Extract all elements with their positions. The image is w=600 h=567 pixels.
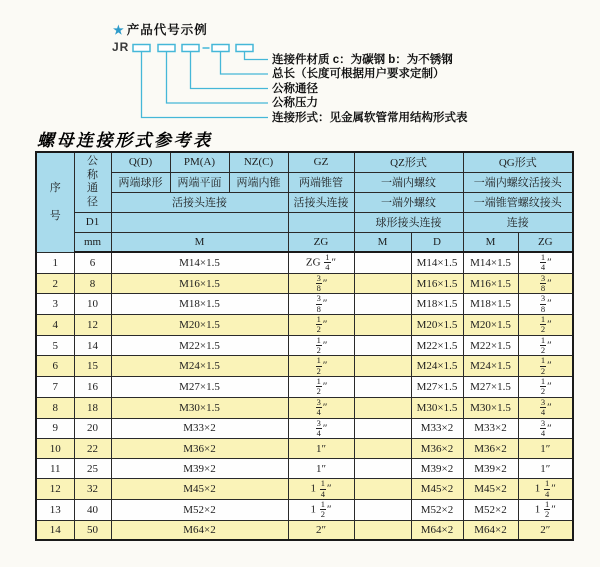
cell-qz_m bbox=[354, 356, 411, 377]
header-qg-zg: ZG bbox=[518, 232, 573, 252]
header-pm-desc: 两端平面 bbox=[170, 172, 229, 192]
cell-qg_m: M39×2 bbox=[463, 459, 518, 479]
header-col-pm: PM(A) bbox=[170, 152, 229, 172]
cell-seq: 7 bbox=[36, 377, 74, 398]
cell-qz_m bbox=[354, 273, 411, 294]
cell-qz_d: M16×1.5 bbox=[411, 273, 463, 294]
cell-dn: 25 bbox=[74, 459, 111, 479]
cell-dn: 32 bbox=[74, 479, 111, 500]
cell-qz_d: M30×1.5 bbox=[411, 397, 463, 418]
header-col-qg: QG形式 bbox=[463, 152, 573, 172]
cell-qz_d: M36×2 bbox=[411, 439, 463, 459]
cell-m: M24×1.5 bbox=[111, 356, 288, 377]
cell-qg_m: M45×2 bbox=[463, 479, 518, 500]
header-qz-desc2: 一端外螺纹 bbox=[354, 192, 463, 212]
code-placeholder-box bbox=[182, 45, 199, 52]
cell-gz: ZG $\frac{1}{4}''$ bbox=[288, 252, 354, 273]
cell-gz: $\frac{3}{8}''$ bbox=[288, 294, 354, 315]
cell-qz_m bbox=[354, 377, 411, 398]
cell-dn: 18 bbox=[74, 397, 111, 418]
cell-m: M20×1.5 bbox=[111, 315, 288, 336]
table-row bbox=[36, 252, 573, 273]
cell-qg_zg: $\frac{3}{8}''$ bbox=[518, 294, 573, 315]
cell-qz_d: M18×1.5 bbox=[411, 294, 463, 315]
header-row-5 bbox=[36, 232, 573, 252]
cell-dn: 22 bbox=[74, 439, 111, 459]
table-row bbox=[36, 377, 573, 398]
header-gz-conn: 活接头连接 bbox=[288, 192, 354, 212]
cell-gz: $\frac{3}{4}''$ bbox=[288, 397, 354, 418]
cell-qg_m: M30×1.5 bbox=[463, 397, 518, 418]
cell-qg_m: M33×2 bbox=[463, 418, 518, 439]
header-mm: mm bbox=[74, 232, 111, 252]
cell-qz_d: M27×1.5 bbox=[411, 377, 463, 398]
cell-qz_m bbox=[354, 335, 411, 356]
leader-line-material bbox=[245, 52, 269, 60]
table-body bbox=[36, 252, 573, 540]
cell-qz_d: M20×1.5 bbox=[411, 315, 463, 336]
cell-seq: 1 bbox=[36, 252, 74, 273]
header-qg-m: M bbox=[463, 232, 518, 252]
cell-dn: 20 bbox=[74, 418, 111, 439]
cell-seq: 6 bbox=[36, 356, 74, 377]
cell-qz_m bbox=[354, 499, 411, 520]
cell-gz: 1 $\frac{1}{4}''$ bbox=[288, 479, 354, 500]
header-blank-left bbox=[111, 212, 288, 232]
header-qg-desc2: 一端锥管螺纹接头 bbox=[463, 192, 573, 212]
nut-connection-table bbox=[35, 151, 574, 541]
table-row bbox=[36, 335, 573, 356]
header-blank-gz bbox=[288, 212, 354, 232]
cell-seq: 3 bbox=[36, 294, 74, 315]
code-placeholder-box bbox=[158, 45, 175, 52]
cell-qg_zg: 1″ bbox=[518, 459, 573, 479]
header-row-2 bbox=[36, 172, 573, 192]
cell-qg_m: M52×2 bbox=[463, 499, 518, 520]
cell-qz_d: M52×2 bbox=[411, 499, 463, 520]
cell-qz_m bbox=[354, 294, 411, 315]
cell-qz_d: M24×1.5 bbox=[411, 356, 463, 377]
header-d1: D1 bbox=[74, 212, 111, 232]
table-row bbox=[36, 439, 573, 459]
cell-dn: 6 bbox=[74, 252, 111, 273]
cell-qg_zg: $\frac{1}{4}''$ bbox=[518, 252, 573, 273]
cell-m: M30×1.5 bbox=[111, 397, 288, 418]
label-diameter: 公称通径 bbox=[272, 82, 318, 95]
cell-gz: 1″ bbox=[288, 439, 354, 459]
header-qz-m: M bbox=[354, 232, 411, 252]
cell-seq: 11 bbox=[36, 459, 74, 479]
cell-qz_m bbox=[354, 418, 411, 439]
cell-m: M18×1.5 bbox=[111, 294, 288, 315]
cell-qg_m: M36×2 bbox=[463, 439, 518, 459]
cell-gz: 2″ bbox=[288, 520, 354, 540]
header-col-gz: GZ bbox=[288, 152, 354, 172]
table-title: 螺母连接形式参考表 bbox=[37, 131, 213, 150]
cell-m: M33×2 bbox=[111, 418, 288, 439]
header-m: M bbox=[111, 232, 288, 252]
cell-m: M14×1.5 bbox=[111, 252, 288, 273]
cell-qg_zg: 1″ bbox=[518, 439, 573, 459]
cell-qg_zg: $\frac{3}{4}''$ bbox=[518, 418, 573, 439]
cell-seq: 8 bbox=[36, 397, 74, 418]
cell-qg_zg: $\frac{1}{2}''$ bbox=[518, 335, 573, 356]
table-row bbox=[36, 356, 573, 377]
cell-qz_m bbox=[354, 439, 411, 459]
header-row-1 bbox=[36, 152, 573, 172]
cell-qg_zg: $\frac{3}{4}''$ bbox=[518, 397, 573, 418]
cell-qz_d: M22×1.5 bbox=[411, 335, 463, 356]
cell-seq: 12 bbox=[36, 479, 74, 500]
cell-qz_m bbox=[354, 252, 411, 273]
table-row bbox=[36, 273, 573, 294]
label-length: 总长（长度可根据用户要求定制） bbox=[272, 68, 445, 80]
cell-qz_d: M39×2 bbox=[411, 459, 463, 479]
cell-qz_d: M45×2 bbox=[411, 479, 463, 500]
cell-qg_m: M16×1.5 bbox=[463, 273, 518, 294]
header-zg: ZG bbox=[288, 232, 354, 252]
cell-m: M39×2 bbox=[111, 459, 288, 479]
header-col-qz: QZ形式 bbox=[354, 152, 463, 172]
cell-gz: $\frac{1}{2}''$ bbox=[288, 356, 354, 377]
header-row-4 bbox=[36, 212, 573, 232]
cell-qz_m bbox=[354, 459, 411, 479]
label-conn-form: 连接形式：见金属软管常用结构形式表 bbox=[272, 111, 468, 124]
header-qg-desc1: 一端内螺纹活接头 bbox=[463, 172, 573, 192]
diagram-title-text: 产品代号示例 bbox=[126, 23, 208, 37]
cell-gz: 1 $\frac{1}{2}''$ bbox=[288, 499, 354, 520]
cell-qg_zg: $\frac{1}{2}''$ bbox=[518, 377, 573, 398]
cell-m: M27×1.5 bbox=[111, 377, 288, 398]
leader-line-conn bbox=[142, 52, 269, 118]
cell-qg_zg: 2″ bbox=[518, 520, 573, 540]
table-row bbox=[36, 459, 573, 479]
cell-gz: $\frac{1}{2}''$ bbox=[288, 335, 354, 356]
cell-qg_zg: 1 $\frac{1}{4}''$ bbox=[518, 479, 573, 500]
header-qz-d: D bbox=[411, 232, 463, 252]
cell-qg_m: M64×2 bbox=[463, 520, 518, 540]
cell-dn: 16 bbox=[74, 377, 111, 398]
cell-qz_m bbox=[354, 315, 411, 336]
code-prefix: JR bbox=[112, 40, 130, 54]
cell-seq: 13 bbox=[36, 499, 74, 520]
header-dn: 公称通径 bbox=[74, 152, 111, 212]
cell-dn: 8 bbox=[74, 273, 111, 294]
cell-qg_m: M24×1.5 bbox=[463, 356, 518, 377]
cell-qz_d: M14×1.5 bbox=[411, 252, 463, 273]
cell-qg_m: M18×1.5 bbox=[463, 294, 518, 315]
cell-m: M16×1.5 bbox=[111, 273, 288, 294]
header-union-conn: 活接头连接 bbox=[111, 192, 288, 212]
cell-dn: 12 bbox=[74, 315, 111, 336]
cell-qg_zg: $\frac{1}{2}''$ bbox=[518, 356, 573, 377]
label-material: 连接件材质 c：为碳钢 b：为不锈钢 bbox=[272, 53, 453, 66]
cell-m: M64×2 bbox=[111, 520, 288, 540]
cell-qg_m: M27×1.5 bbox=[463, 377, 518, 398]
cell-gz: $\frac{1}{2}''$ bbox=[288, 377, 354, 398]
cell-dn: 50 bbox=[74, 520, 111, 540]
table-row bbox=[36, 294, 573, 315]
cell-m: M36×2 bbox=[111, 439, 288, 459]
cell-dn: 10 bbox=[74, 294, 111, 315]
cell-qz_d: M33×2 bbox=[411, 418, 463, 439]
table-row bbox=[36, 418, 573, 439]
leader-line-diameter bbox=[191, 52, 269, 89]
cell-m: M52×2 bbox=[111, 499, 288, 520]
cell-qg_zg: $\frac{1}{2}''$ bbox=[518, 315, 573, 336]
table-row bbox=[36, 520, 573, 540]
cell-seq: 5 bbox=[36, 335, 74, 356]
header-nz-desc: 两端内锥 bbox=[229, 172, 288, 192]
cell-qz_m bbox=[354, 397, 411, 418]
cell-seq: 4 bbox=[36, 315, 74, 336]
table-row bbox=[36, 397, 573, 418]
cell-seq: 2 bbox=[36, 273, 74, 294]
header-col-q: Q(D) bbox=[111, 152, 170, 172]
header-row-3 bbox=[36, 192, 573, 212]
cell-m: M45×2 bbox=[111, 479, 288, 500]
label-pressure: 公称压力 bbox=[272, 97, 318, 109]
code-placeholder-box bbox=[236, 45, 253, 52]
cell-seq: 10 bbox=[36, 439, 74, 459]
cell-gz: $\frac{3}{8}''$ bbox=[288, 273, 354, 294]
cell-qg_m: M14×1.5 bbox=[463, 252, 518, 273]
cell-qz_m bbox=[354, 520, 411, 540]
header-q-desc: 两端球形 bbox=[111, 172, 170, 192]
table-row bbox=[36, 479, 573, 500]
cell-dn: 40 bbox=[74, 499, 111, 520]
cell-seq: 9 bbox=[36, 418, 74, 439]
code-placeholder-box bbox=[212, 45, 229, 52]
cell-gz: $\frac{3}{4}''$ bbox=[288, 418, 354, 439]
header-col-nz: NZ(C) bbox=[229, 152, 288, 172]
cell-m: M22×1.5 bbox=[111, 335, 288, 356]
cell-gz: 1″ bbox=[288, 459, 354, 479]
table-row bbox=[36, 499, 573, 520]
cell-qz_m bbox=[354, 479, 411, 500]
cell-qg_m: M20×1.5 bbox=[463, 315, 518, 336]
cell-seq: 14 bbox=[36, 520, 74, 540]
header-seq: 序号 bbox=[36, 152, 74, 252]
header-qz-conn: 球形接头连接 bbox=[354, 212, 463, 232]
cell-dn: 15 bbox=[74, 356, 111, 377]
header-qg-conn: 连接 bbox=[463, 212, 573, 232]
cell-qg_zg: 1 $\frac{1}{2}''$ bbox=[518, 499, 573, 520]
cell-qz_d: M64×2 bbox=[411, 520, 463, 540]
cell-gz: $\frac{1}{2}''$ bbox=[288, 315, 354, 336]
table-row bbox=[36, 315, 573, 336]
cell-dn: 14 bbox=[74, 335, 111, 356]
cell-qg_m: M22×1.5 bbox=[463, 335, 518, 356]
header-gz-desc: 两端锥管 bbox=[288, 172, 354, 192]
header-qz-desc1: 一端内螺纹 bbox=[354, 172, 463, 192]
cell-qg_zg: $\frac{3}{8}''$ bbox=[518, 273, 573, 294]
code-placeholder-box bbox=[133, 45, 150, 52]
star-icon: ★ bbox=[113, 23, 125, 37]
